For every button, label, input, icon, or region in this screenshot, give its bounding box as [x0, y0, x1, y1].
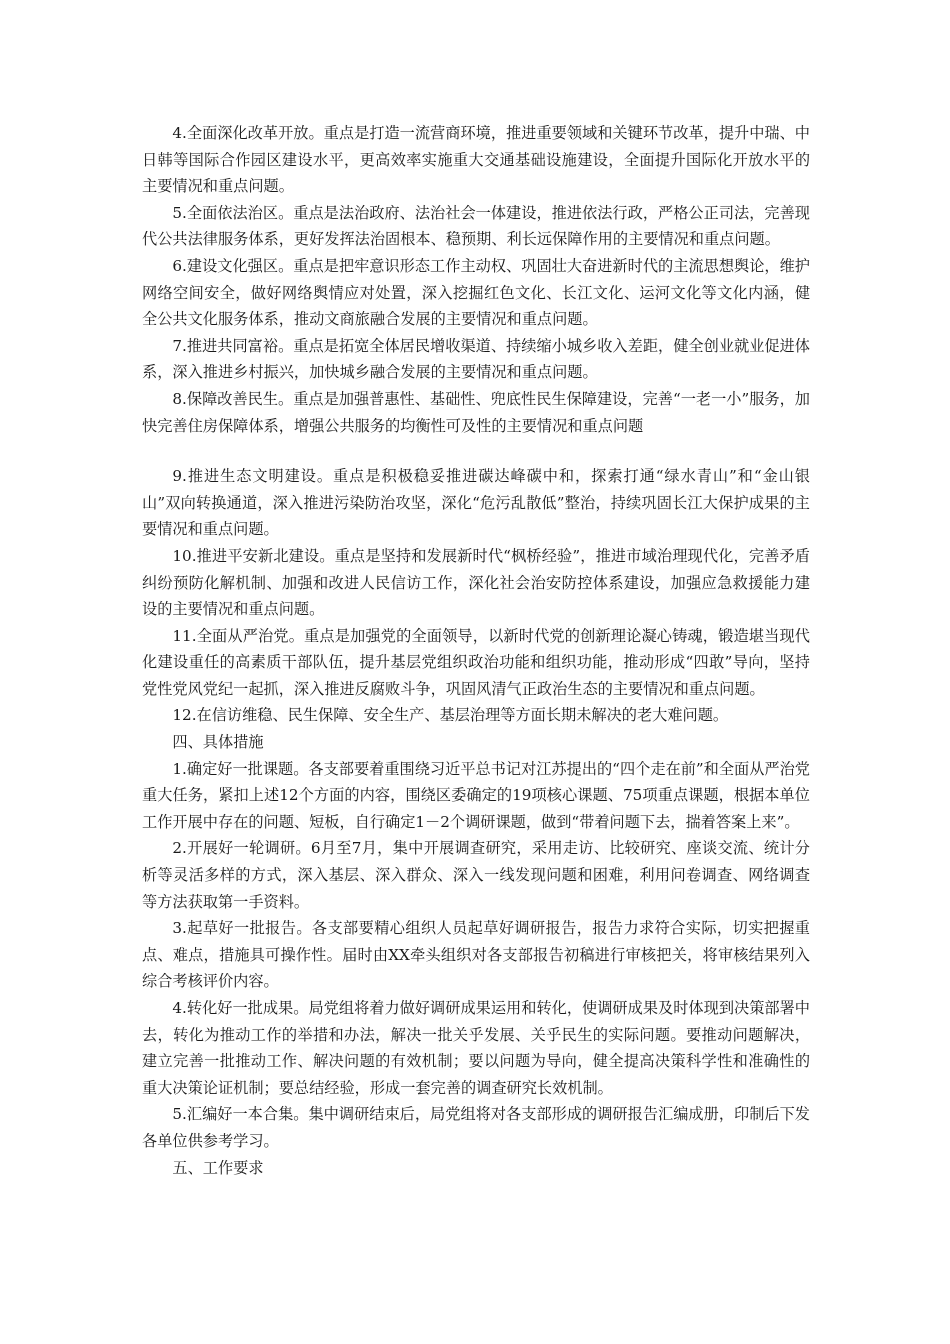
item-10-safety: 10.推进平安新北建设。重点是坚持和发展新时代“枫桥经验”，推进市域治理现代化，完善矛盾纠纷预防化解机制、加强和改进人民信访工作，深化社会治安防控体系建设，加强应急救援能力建设的主要情况和重点问题。 — [142, 546, 810, 619]
paragraph-gap — [142, 439, 810, 463]
item-7-common-prosperity: 7.推进共同富裕。重点是拓宽全体居民增收渠道、持续缩小城乡收入差距，健全创业就业促进体系，深入推进乡村振兴，加快城乡融合发展的主要情况和重点问题。 — [142, 336, 810, 382]
measure-1-topics: 1.确定好一批课题。各支部要着重围绕习近平总书记对江苏提出的“四个走在前”和全面从严治党重大任务，紧扣上述12个方面的内容，围绕区委确定的19项核心课题、75项重点课题，根据本单位工作开展中存在的问题、短板，自行确定1－2个调研课题，做到“带着问题下去，揣着答案上来”。 — [142, 759, 810, 831]
section-heading-requirements: 五、工作要求 — [172, 1158, 264, 1177]
item-8-livelihood: 8.保障改善民生。重点是加强普惠性、基础性、兜底性民生保障建设，完善“一老一小”服务，加快完善住房保障体系，增强公共服务的均衡性可及性的主要情况和重点问题 — [142, 389, 810, 435]
measure-5-compilation: 5.汇编好一本合集。集中调研结束后，局党组将对各支部形成的调研报告汇编成册，印制后下发各单位供参考学习。 — [142, 1105, 810, 1150]
item-11-party-discipline: 11.全面从严治党。重点是加强党的全面领导，以新时代党的创新理论凝心铸魂，锻造堪当现代化建设重任的高素质干部队伍，提升基层党组织政治功能和组织功能，推动形成“四敢”导向，坚持党性党风党纪一起抓，深入推进反腐败斗争，巩固风清气正政治生态的主要情况和重点问题。 — [142, 626, 810, 698]
document-page — [142, 120, 810, 1181]
measure-2-research: 2.开展好一轮调研。6月至7月，集中开展调查研究，采用走访、比较研究、座谈交流、统计分析等灵活多样的方式，深入基层、深入群众、深入一线发现问题和困难，利用问卷调查、网络调查等方法获取第一手资料。 — [142, 839, 810, 911]
item-4-deepen-reform: 4.全面深化改革开放。重点是打造一流营商环境，推进重要领域和关键环节改革，提升中瑞、中日韩等国际合作园区建设水平，更高效率实施重大交通基础设施建设，全面提升国际化开放水平的主要情况和重点问题。 — [142, 124, 810, 196]
item-9-ecology: 9.推进生态文明建设。重点是积极稳妥推进碳达峰碳中和，探索打通“绿水青山”和“金山银山”双向转换通道，深入推进污染防治攻坚，深化“危污乱散低”整治，持续巩固长江大保护成果的主要情况和重点问题。 — [142, 467, 810, 539]
section-heading-measures: 四、具体措施 — [172, 733, 264, 752]
measure-3-reports: 3.起草好一批报告。各支部要精心组织人员起草好调研报告，报告力求符合实际，切实把握重点、难点，措施具可操作性。届时由XX牵头组织对各支部报告初稿进行审核把关，将审核结果列入综合考核评价内容。 — [142, 919, 810, 991]
item-6-culture: 6.建设文化强区。重点是把牢意识形态工作主动权、巩固壮大奋进新时代的主流思想舆论，维护网络空间安全，做好网络舆情应对处置，深入挖掘红色文化、长江文化、运河文化等文化内涵，健全公共文化服务体系，推动文商旅融合发展的主要情况和重点问题。 — [142, 256, 810, 329]
measure-4-results: 4.转化好一批成果。局党组将着力做好调研成果运用和转化，使调研成果及时体现到决策部署中去，转化为推动工作的举措和办法，解决一批关乎发展、关乎民生的实际问题。要推动问题解决，建立完善一批推动工作、解决问题的有效机制；要以问题为导向，健全提高决策科学性和准确性的重大决策论证机制；要总结经验，形成一套完善的调查研究长效机制。 — [142, 999, 810, 1097]
item-5-rule-of-law: 5.全面依法治区。重点是法治政府、法治社会一体建设，推进依法行政，严格公正司法，完善现代公共法律服务体系，更好发挥法治固根本、稳预期、利长远保障作用的主要情况和重点问题。 — [142, 203, 810, 249]
item-12-longstanding-issues: 12.在信访维稳、民生保障、安全生产、基层治理等方面长期未解决的老大难问题。 — [172, 706, 729, 725]
